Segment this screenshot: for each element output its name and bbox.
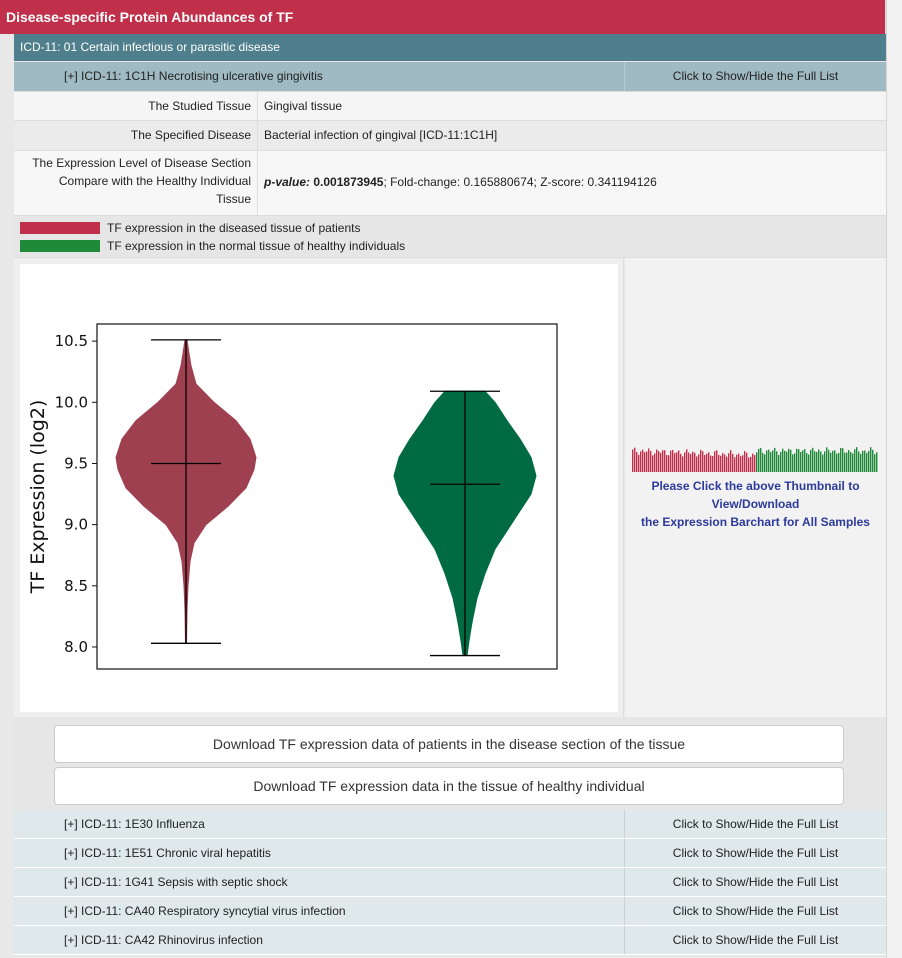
y-tick-label: 8.0 <box>64 637 88 656</box>
thumbnail-bar <box>750 457 751 472</box>
thumbnail-bar <box>874 454 875 472</box>
y-axis-label: TF Expression (log2) <box>27 399 49 594</box>
studied-tissue-label: The Studied Tissue <box>14 92 258 120</box>
toggle-link[interactable]: Click to Show/Hide the Full List <box>624 839 886 867</box>
thumbnail-bar <box>706 454 707 472</box>
thumbnail-bar <box>680 454 681 472</box>
thumbnail-bar <box>802 450 803 472</box>
toggle-link[interactable]: Click to Show/Hide the Full List <box>624 897 886 925</box>
thumbnail-bar <box>870 447 871 472</box>
expanded-disease-label[interactable]: [+] ICD-11: 1C1H Necrotising ulcerative gingivitis <box>64 69 323 83</box>
legend-diseased: TF expression in the diseased tissue of patients <box>20 219 360 237</box>
studied-tissue-value: Gingival tissue <box>264 99 343 113</box>
thumbnail-bar <box>778 455 779 472</box>
thumbnail-bar <box>842 448 843 472</box>
y-tick-label: 10.0 <box>54 393 88 412</box>
expanded-disease-row[interactable] <box>14 62 886 92</box>
thumbnail-bar <box>662 450 663 472</box>
thumbnail-bar <box>674 453 675 472</box>
thumbnail-bar <box>632 450 633 473</box>
thumbnail-bar <box>804 449 805 472</box>
thumbnail-bar <box>708 452 709 472</box>
thumbnail-bar <box>782 449 783 472</box>
thumbnail-bar <box>650 451 651 472</box>
violin-chart <box>20 264 618 712</box>
thumbnail-bar <box>786 452 787 472</box>
y-tick-label: 9.5 <box>64 454 88 473</box>
thumbnail-bar <box>684 452 685 472</box>
thumbnail-bar <box>638 455 639 472</box>
thumbnail-bar <box>678 450 679 472</box>
disease-label[interactable]: [+] ICD-11: 1E51 Chronic viral hepatitis <box>64 846 271 860</box>
thumbnail-bar <box>800 452 801 472</box>
barchart-thumbnail[interactable] <box>632 444 879 474</box>
specified-disease-value: Bacterial infection of gingival [ICD-11:1C1H] <box>264 128 498 142</box>
thumbnail-bar <box>724 454 725 472</box>
thumbnail-bar <box>852 453 853 472</box>
violin-chart-svg <box>20 264 618 712</box>
thumbnail-bar <box>748 458 749 472</box>
thumbnail-bar <box>654 453 655 472</box>
thumbnail-bar <box>808 455 809 472</box>
thumbnail-bar <box>754 455 755 472</box>
thumbnail-bar <box>824 451 825 472</box>
thumbnail-bar <box>718 455 719 472</box>
thumbnail-bar <box>720 456 721 472</box>
thumbnail-bar <box>806 453 807 472</box>
thumbnail-bar <box>794 453 795 472</box>
thumbnail-bar <box>798 449 799 472</box>
thumbnail-instructions[interactable]: Please Click the above Thumbnail to View/Download the Expression Barchart for All Samples <box>641 479 870 529</box>
download-patients-button[interactable]: Download TF expression data of patients in the disease section of the tissue <box>54 725 844 763</box>
thumbnail-bar <box>814 451 815 472</box>
list-item[interactable] <box>14 897 886 926</box>
thumbnail-bar <box>876 452 877 472</box>
thumbnail-bar <box>796 449 797 472</box>
disease-label[interactable]: [+] ICD-11: 1E30 Influenza <box>64 817 205 831</box>
thumbnail-bar <box>714 451 715 472</box>
thumbnail-bar <box>682 456 683 472</box>
thumbnail-bar <box>858 452 859 472</box>
legend-swatch-diseased <box>20 222 100 234</box>
thumbnail-bar <box>746 453 747 472</box>
toggle-link[interactable]: Click to Show/Hide the Full List <box>624 926 886 954</box>
thumbnail-bar <box>646 451 647 472</box>
thumbnail-bar <box>822 455 823 472</box>
thumbnail-bar <box>660 453 661 472</box>
thumbnail-bar <box>736 455 737 472</box>
thumbnail-bar <box>742 455 743 472</box>
thumbnail-bar <box>838 453 839 472</box>
thumbnail-bar <box>732 454 733 472</box>
thumbnail-bar <box>792 454 793 472</box>
thumbnail-panel <box>625 258 886 717</box>
violin-chart-panel <box>14 258 624 717</box>
thumbnail-bar <box>818 450 819 472</box>
thumbnail-bar <box>744 451 745 472</box>
thumbnail-bar <box>756 452 757 472</box>
thumbnail-bar <box>644 452 645 472</box>
thumbnail-bar <box>830 453 831 472</box>
thumbnail-bar <box>850 452 851 472</box>
thumbnail-bar <box>854 449 855 472</box>
expression-level-label: The Expression Level of Disease Section Compare with the Healthy Individual Tissue <box>14 151 258 215</box>
legend-swatch-normal <box>20 240 100 252</box>
expanded-toggle-link[interactable]: Click to Show/Hide the Full List <box>624 62 886 91</box>
thumbnail-bar <box>740 456 741 472</box>
thumbnail-bar <box>698 454 699 472</box>
y-tick-label: 8.5 <box>64 576 88 595</box>
thumbnail-bar <box>696 456 697 472</box>
y-tick-label: 10.5 <box>54 332 88 351</box>
thumbnail-bar <box>826 447 827 472</box>
thumbnail-bar <box>658 451 659 472</box>
thumbnail-bar <box>788 449 789 472</box>
thumbnail-bar <box>734 457 735 472</box>
specified-disease-label: The Specified Disease <box>14 121 258 150</box>
thumbnail-bar <box>864 450 865 472</box>
thumbnail-bar <box>752 454 753 472</box>
thumbnail-bar <box>834 450 835 472</box>
download-healthy-button[interactable]: Download TF expression data in the tissue of healthy individual <box>54 767 844 805</box>
disease-label[interactable]: [+] ICD-11: CA40 Respiratory syncytial virus infection <box>64 904 346 918</box>
y-tick-label: 9.0 <box>64 515 88 534</box>
thumbnail-bar <box>866 453 867 472</box>
toggle-link[interactable]: Click to Show/Hide the Full List <box>624 810 886 838</box>
thumbnail-bar <box>766 450 767 472</box>
thumbnail-bar <box>642 450 643 472</box>
expression-stats: p-value: 0.001873945; Fold-change: 0.165880674; Z-score: 0.341194126 <box>264 175 657 189</box>
thumbnail-bar <box>862 451 863 472</box>
thumbnail-bar <box>668 455 669 472</box>
thumbnail-bar <box>772 450 773 472</box>
thumbnail-bar <box>832 451 833 472</box>
thumbnail-bar <box>694 453 695 472</box>
list-item[interactable] <box>14 926 886 955</box>
thumbnail-bar <box>716 450 717 472</box>
thumbnail-bar <box>760 448 761 472</box>
thumbnail-bar <box>664 450 665 472</box>
thumbnail-bar <box>730 450 731 472</box>
thumbnail-bar <box>856 447 857 472</box>
thumbnail-bar <box>636 452 637 472</box>
thumbnail-bar <box>770 452 771 472</box>
thumbnail-bar <box>666 455 667 472</box>
section-title: Disease-specific Protein Abundances of TF <box>0 0 886 34</box>
thumbnail-bar <box>710 456 711 472</box>
thumbnail-bar <box>860 454 861 472</box>
thumbnail-bar <box>836 454 837 472</box>
thumbnail-bar <box>758 449 759 472</box>
thumbnail-bar <box>670 451 671 472</box>
thumbnail-bar <box>738 454 739 472</box>
thumbnail-bar <box>844 453 845 472</box>
thumbnail-bar <box>872 450 873 472</box>
thumbnail-bar <box>726 457 727 472</box>
thumbnail-bar <box>704 455 705 472</box>
thumbnail-bar <box>828 450 829 472</box>
thumbnail-bar <box>656 450 657 472</box>
disease-label[interactable]: [+] ICD-11: CA42 Rhinovirus infection <box>64 933 263 947</box>
thumbnail-bar <box>776 451 777 472</box>
thumbnail-bar <box>640 451 641 472</box>
list-item[interactable] <box>14 839 886 868</box>
toggle-link[interactable]: Click to Show/Hide the Full List <box>624 868 886 896</box>
thumbnail-bar <box>764 454 765 472</box>
disease-label[interactable]: [+] ICD-11: 1G41 Sepsis with septic shock <box>64 875 288 889</box>
thumbnail-bar <box>868 451 869 472</box>
studied-tissue-row <box>14 92 886 121</box>
list-item[interactable] <box>14 868 886 897</box>
page-scrollbar-gutter <box>886 0 902 958</box>
thumbnail-bar <box>774 448 775 472</box>
thumbnail-bar <box>784 451 785 472</box>
thumbnail-bar <box>688 452 689 472</box>
icd-group-header: ICD-11: 01 Certain infectious or parasitic disease <box>14 34 886 61</box>
download-section <box>14 717 886 810</box>
thumbnail-bar <box>672 450 673 472</box>
thumbnail-bar <box>790 450 791 472</box>
thumbnail-bar <box>762 453 763 472</box>
thumbnail-bar <box>848 450 849 472</box>
specified-disease-row <box>14 121 886 151</box>
thumbnail-bar <box>812 448 813 472</box>
thumbnail-bar <box>686 449 687 472</box>
thumbnail-bar <box>712 456 713 472</box>
chart-legend <box>14 216 886 258</box>
thumbnail-bar <box>692 452 693 472</box>
thumbnail-bar <box>648 448 649 472</box>
thumbnail-bar <box>702 451 703 472</box>
list-item[interactable] <box>14 810 886 839</box>
expression-level-row <box>14 151 886 216</box>
thumbnail-bar <box>728 453 729 472</box>
thumbnail-bar <box>768 450 769 472</box>
thumbnail-bar <box>700 450 701 472</box>
thumbnail-bar <box>780 452 781 472</box>
thumbnail-bar <box>816 452 817 472</box>
thumbnail-bar <box>652 455 653 472</box>
thumbnail-bar <box>840 448 841 472</box>
thumbnail-bar <box>722 453 723 472</box>
thumbnail-bar <box>634 448 635 472</box>
thumbnail-bar <box>820 451 821 472</box>
thumbnail-bar <box>846 452 847 472</box>
thumbnail-bar <box>676 452 677 472</box>
legend-normal: TF expression in the normal tissue of healthy individuals <box>20 237 405 255</box>
thumbnail-bar <box>690 454 691 472</box>
thumbnail-bar <box>810 450 811 472</box>
